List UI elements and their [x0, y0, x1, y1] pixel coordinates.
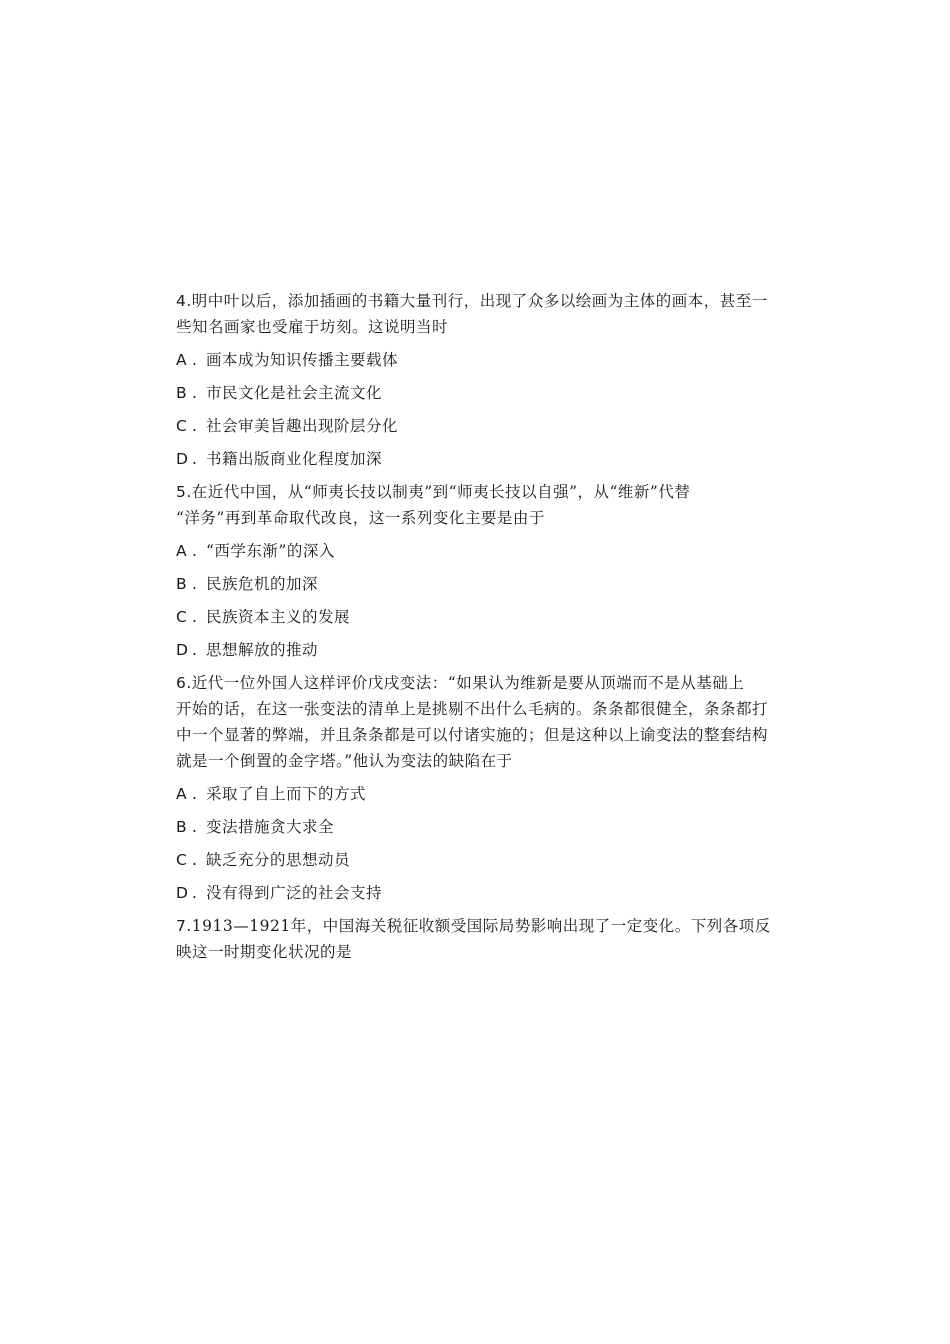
stem-line: 开始的话，在这一张变法的清单上是挑剔不出什么毛病的。条条都很健全，条条都打: [176, 700, 769, 718]
stem-line: “洋务”再到革命取代改良，这一系列变化主要是由于: [176, 509, 545, 527]
option-b: [176, 571, 816, 597]
question-7: [176, 913, 816, 965]
question-6: [176, 670, 816, 906]
option-text: 市民文化是社会主流文化: [206, 384, 383, 402]
option-letter: D: [176, 884, 189, 902]
option-text: 民族资本主义的发展: [206, 608, 351, 626]
stem-line: 明中叶以后，添加插画的书籍大量刊行，出现了众多以绘画为主体的画本，甚至一: [191, 292, 768, 310]
option-text: 书籍出版商业化程度加深: [206, 450, 383, 468]
question-5: [176, 479, 816, 663]
option-a: [176, 781, 816, 807]
option-separator: .: [192, 575, 198, 593]
option-letter: A: [176, 351, 188, 369]
option-letter: D: [176, 450, 189, 468]
option-separator: .: [192, 542, 198, 560]
option-letter: B: [176, 818, 188, 836]
option-letter: A: [176, 785, 188, 803]
option-d: [176, 637, 816, 663]
option-text: “西学东渐”的深入: [206, 542, 335, 560]
question-number: 4.: [176, 292, 192, 310]
question-number: 5.: [176, 483, 192, 501]
option-separator: .: [192, 608, 198, 626]
option-d: [176, 446, 816, 472]
stem-line: 在近代中国，从“师夷长技以制夷”到“师夷长技以自强”，从“维新”代替: [191, 483, 691, 501]
option-text: 变法措施贪大求全: [206, 818, 335, 836]
stem-line: 映这一时期变化状况的是: [176, 943, 353, 961]
option-a: [176, 538, 816, 564]
option-c: [176, 604, 816, 630]
option-text: 思想解放的推动: [206, 641, 319, 659]
option-c: [176, 413, 816, 439]
option-separator: .: [192, 384, 198, 402]
option-text: 没有得到广泛的社会支持: [206, 884, 383, 902]
option-letter: C: [176, 608, 188, 626]
question-stem: [176, 288, 816, 340]
option-letter: C: [176, 417, 188, 435]
option-separator: .: [192, 785, 198, 803]
option-d: [176, 880, 816, 906]
question-stem: [176, 913, 816, 965]
option-b: [176, 380, 816, 406]
stem-line: 中一个显著的弊端，并且条条都是可以付诸实施的；但是这种以上谕变法的整套结构: [176, 726, 769, 744]
stem-line: 就是一个倒置的金字塔。”他认为变法的缺陷在于: [176, 752, 513, 770]
option-text: 画本成为知识传播主要载体: [206, 351, 399, 369]
option-letter: C: [176, 851, 188, 869]
option-text: 采取了自上而下的方式: [206, 785, 367, 803]
option-letter: D: [176, 641, 189, 659]
question-stem: [176, 670, 816, 774]
stem-line: 些知名画家也受雇于坊刻。这说明当时: [176, 318, 449, 336]
option-letter: B: [176, 384, 188, 402]
option-separator: .: [192, 417, 198, 435]
option-text: 缺乏充分的思想动员: [206, 851, 351, 869]
option-a: [176, 347, 816, 373]
question-number: 6.: [176, 674, 192, 692]
option-separator: .: [192, 641, 198, 659]
stem-line: 近代一位外国人这样评价戊戌变法：“如果认为维新是要从顶端而不是从基础上: [191, 674, 745, 692]
option-separator: .: [192, 818, 198, 836]
option-separator: .: [192, 851, 198, 869]
question-number: 7.: [176, 917, 192, 935]
option-separator: .: [192, 884, 198, 902]
option-letter: B: [176, 575, 188, 593]
stem-line: 1913—1921年，中国海关税征收额受国际局势影响出现了一定变化。下列各项反: [191, 917, 771, 935]
question-stem: [176, 479, 816, 531]
option-separator: .: [192, 351, 198, 369]
option-text: 民族危机的加深: [206, 575, 319, 593]
option-letter: A: [176, 542, 188, 560]
option-text: 社会审美旨趣出现阶层分化: [206, 417, 399, 435]
option-b: [176, 814, 816, 840]
exam-page: [176, 288, 816, 972]
option-separator: .: [192, 450, 198, 468]
option-c: [176, 847, 816, 873]
question-4: [176, 288, 816, 472]
